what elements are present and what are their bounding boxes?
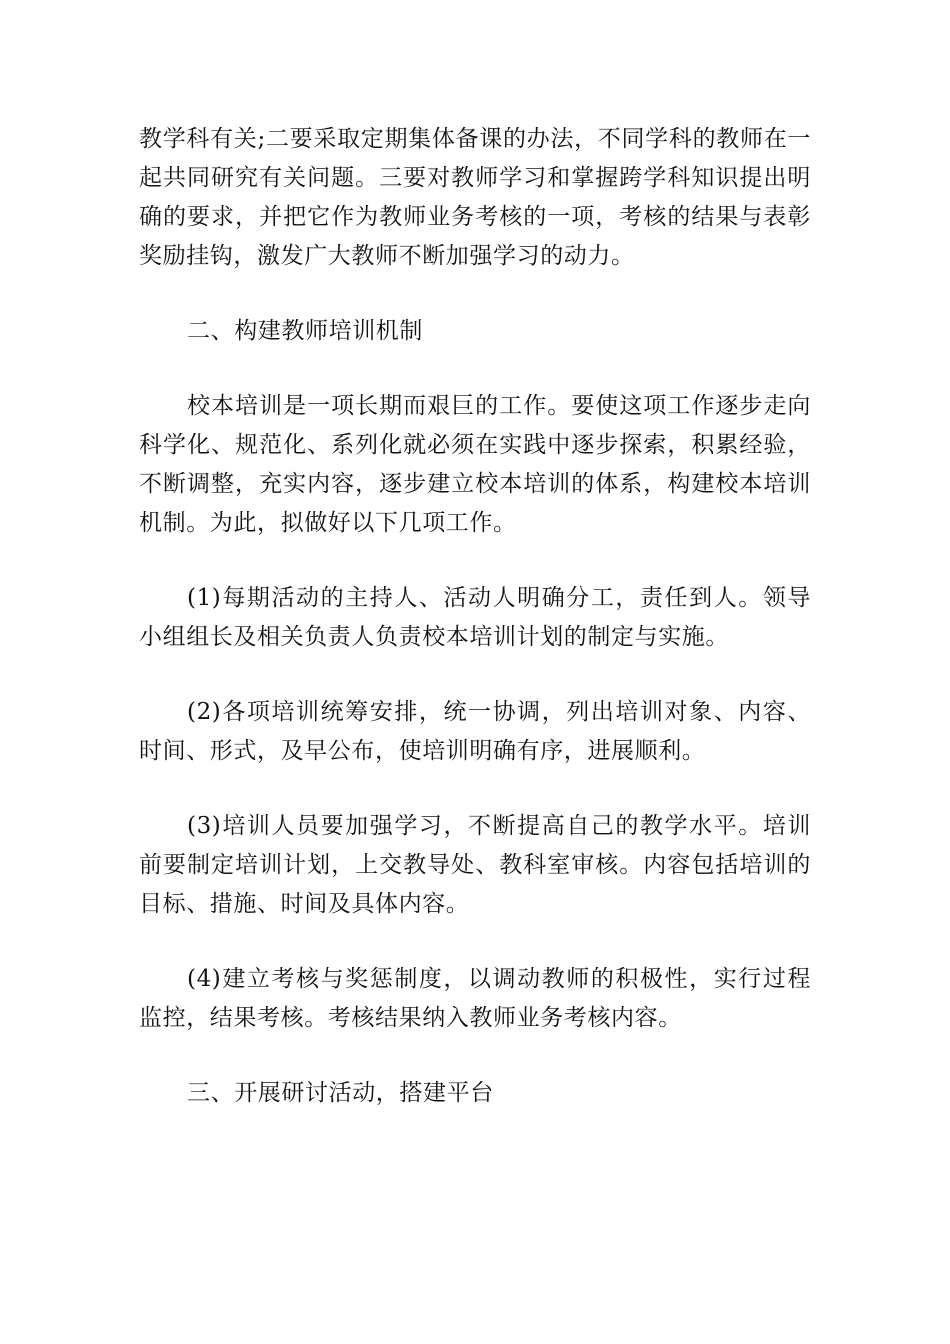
list-item-2: (2)各项培训统筹安排，统一协调，列出培训对象、内容、时间、形式，及早公布，使培训明确有序，进展顺利。 [139,699,811,764]
section-heading-2: 二、构建教师培训机制 [187,318,423,344]
document-page [139,120,811,1113]
list-item-1: (1)每期活动的主持人、活动人明确分工，责任到人。领导小组组长及相关负责人负责校本培训计划的制定与实施。 [139,585,811,650]
list-item-4: (4)建立考核与奖惩制度，以调动教师的积极性，实行过程监控，结果考核。考核结果纳入教师业务考核内容。 [139,966,811,1031]
section-heading-3: 三、开展研讨活动，搭建平台 [187,1080,494,1106]
paragraph-continuation: 教学科有关;二要采取定期集体备课的办法，不同学科的教师在一起共同研究有关问题。三要对教师学习和掌握跨学科知识提出明确的要求，并把它作为教师业务考核的一项，考核的结果与表彰奖励挂钩，激发广大教师不断加强学习的动力。 [139,126,811,269]
paragraph-school-training: 校本培训是一项长期而艰巨的工作。要使这项工作逐步走向科学化、规范化、系列化就必须在实践中逐步探索，积累经验，不断调整，充实内容，逐步建立校本培训的体系，构建校本培训机制。为此，拟做好以下几项工作。 [139,393,811,536]
list-item-3: (3)培训人员要加强学习，不断提高自己的教学水平。培训前要制定培训计划，上交教导处、教科室审核。内容包括培训的目标、措施、时间及具体内容。 [139,813,811,917]
